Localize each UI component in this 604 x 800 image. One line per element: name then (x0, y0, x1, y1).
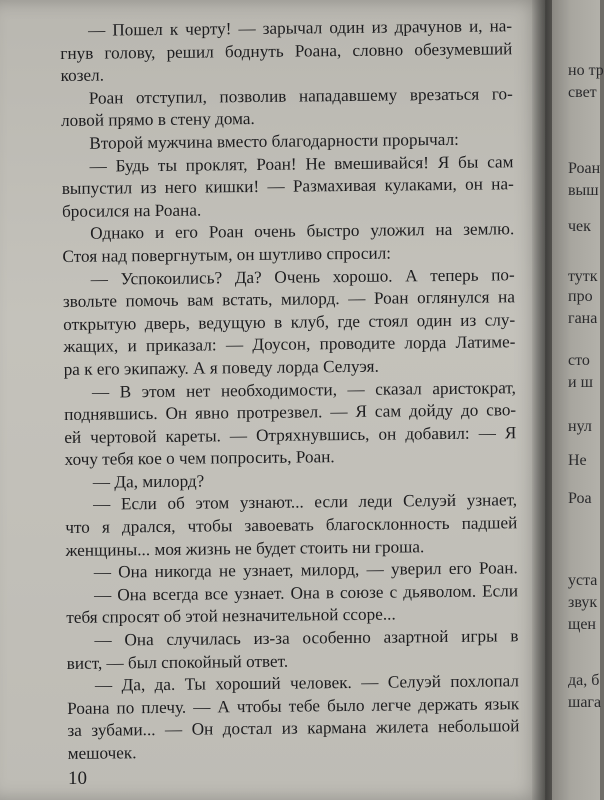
facing-page-fragment: но тр (568, 62, 604, 79)
text-line: бросился на Роана. (61, 200, 202, 221)
facing-page-fragment: щен (568, 616, 596, 633)
text-line: мешочек. (67, 743, 137, 763)
page-text (60, 15, 520, 765)
facing-page (552, 0, 604, 800)
facing-page-fragment: Не (568, 452, 587, 469)
text-line: жащих, и приказал: — Доусон, проводите лорда Латиме- (63, 332, 516, 357)
text-line: Стоя над повергнутым, он шутливо спросил: (62, 243, 392, 266)
text-line: гнув голову, решил боднуть Роана, словно обезумевший (60, 38, 513, 63)
text-line: — Будь ты проклят, Роан! Не вмешивайся! Я бы сам (89, 151, 514, 176)
text-line: выпустил из него кишки! — Размахивая кулаками, он на- (61, 174, 514, 199)
facing-page-fragment: выш (568, 182, 599, 199)
facing-page-fragment: про (568, 288, 593, 305)
text-line: ра к его экипажу. А я поведу лорда Селуэя. (63, 356, 379, 379)
facing-page-fragment: свет (568, 84, 597, 101)
text-line: — Она никогда не узнает, милорд, — уверил его Роан. (93, 558, 518, 582)
text-line: вист, — был спокойный ответ. (66, 651, 289, 673)
text-line: тебя спросят об этой незначительной ссоре... (66, 604, 396, 628)
text-line: Второй мужчина вместо благодарности прорычал: (89, 129, 459, 153)
facing-page-fragment: шага (568, 694, 602, 711)
text-line: — Пошел к черту! — зарычал один из драчунов и, на- (88, 16, 513, 40)
facing-page-fragment: уста (568, 572, 598, 589)
text-line: — Она всегда все узнает. Она в союзе с дьяволом. Если (93, 581, 519, 605)
text-line: что я дрался, чтобы завоевать благосклонность падшей (65, 513, 518, 538)
text-line: женщины... моя жизнь не будет стоить ни гроша. (65, 536, 425, 560)
facing-page-fragment: нул (568, 418, 592, 435)
text-line: Роана по плечу. — А чтобы тебе было легче держать язык (67, 694, 520, 718)
text-line: поднявшись. Он явно протрезвел. — Я сам дойду до сво- (64, 400, 517, 425)
text-line: открытую дверь, ведущую в клуб, где стоял один из слу- (63, 309, 516, 334)
text-line: козел. (60, 65, 105, 86)
facing-page-fragment: да, б (568, 672, 600, 689)
facing-page-fragment: звук (568, 594, 598, 611)
text-line: хочу тебя кое о чем попросить, Роан. (64, 447, 335, 470)
facing-page-fragment: Роан (568, 160, 601, 177)
page-number: 10 (68, 768, 87, 789)
text-line: за зубами... — Он достал из кармана жилета небольшой (67, 716, 520, 741)
text-line: — Если об этом узнают... если леди Селуэй узнает, (92, 490, 518, 515)
facing-page-fragment: Роа (568, 490, 592, 507)
facing-page-fragment: чек (568, 218, 591, 235)
text-line: — Да, милорд? (92, 471, 205, 492)
text-line: — В этом нет необходимости, — сказал аристократ, (91, 377, 516, 402)
text-line: Однако и его Роан очень быстро уложил на землю. (90, 219, 515, 244)
text-line: — Да, да. Ты хороший человек. — Селуэй похлопал (94, 671, 520, 695)
facing-page-fragment: сто (568, 352, 590, 369)
facing-page-fragment: и ш (568, 374, 593, 391)
text-line: — Успокоились? Да? Очень хорошо. А теперь по- (90, 264, 515, 289)
facing-page-fragment: гана (568, 310, 598, 327)
text-line: Роан отступил, позволив нападавшему врезаться го- (88, 84, 513, 108)
text-line: ловой прямо в стену дома. (60, 109, 255, 131)
text-line: ей чертовой кареты. — Отряхнувшись, он добавил: — Я (64, 422, 517, 447)
text-line: — Она случилась из-за особенно азартной игры в (94, 626, 519, 650)
facing-page-fragment: тутк (568, 268, 598, 285)
text-line: звольте помочь вам встать, милорд. — Роан оглянулся на (62, 287, 516, 312)
